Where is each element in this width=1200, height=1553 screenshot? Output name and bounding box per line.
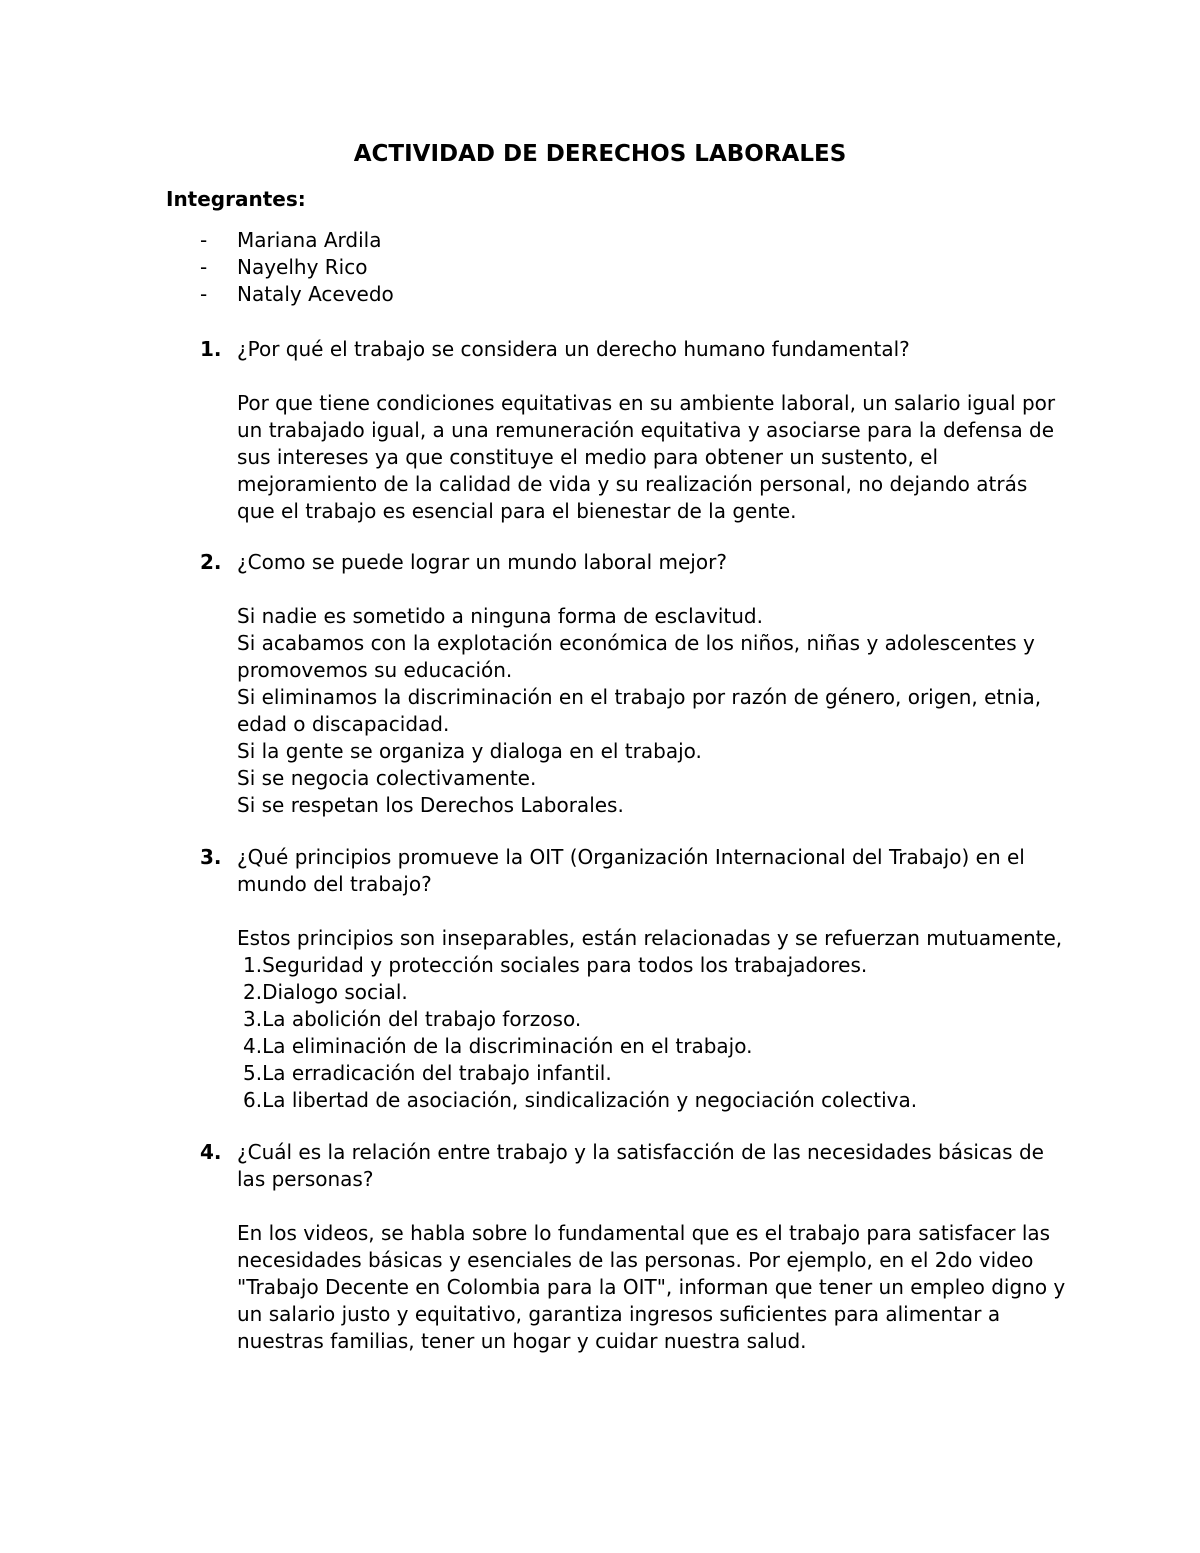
question-text: ¿Como se puede lograr un mundo laboral mejor? [237,550,727,574]
answer-line: Si acabamos con la explotación económica de los niños, niñas y adolescentes y promovemos su educación. [237,631,1035,682]
principle-item: 2.Dialogo social. [243,980,408,1004]
list-dash: - [200,255,208,279]
question-number: 1. [200,337,222,361]
principle-item: 5.La erradicación del trabajo infantil. [243,1061,612,1085]
question-number: 3. [200,845,222,869]
question-number: 2. [200,550,222,574]
question-text: ¿Cuál es la relación entre trabajo y la satisfacción de las necesidades básicas de las personas? [237,1140,1044,1191]
question-block-2 [200,549,1060,819]
answer-line: Si se negocia colectivamente. [237,766,537,790]
answer-text: En los videos, se habla sobre lo fundamental que es el trabajo para satisfacer las necesidades básicas y esenciales de las personas. Por ejemplo, en el 2do video "Trabajo Decente en Colombia para la OIT", informan que tener un empleo digno y un salario justo y equitativo, garantiza ingresos suficientes para alimentar a nuestras familias, tener un hogar y cuidar nuestra salud. [237,1221,1066,1353]
list-dash: - [200,282,208,306]
answer-line: Si nadie es sometido a ninguna forma de esclavitud. [237,604,763,628]
answer-text: Por que tiene condiciones equitativas en su ambiente laboral, un salario igual por un trabajado igual, a una remuneración equitativa y asociarse para la defensa de sus intereses ya que constituye el medio para obtener un sustento, el mejoramiento de la calidad de vida y su realización personal, no dejando atrás que el trabajo es esencial para el bienestar de la gente. [237,391,1056,523]
answer-list [237,603,1067,819]
question-block-4 [200,1139,1066,1355]
member-name: Mariana Ardila [237,228,382,252]
question-block-1 [200,336,1060,525]
document-title: ACTIVIDAD DE DERECHOS LABORALES [353,141,847,167]
answer-line: Si eliminamos la discriminación en el trabajo por razón de género, origen, etnia, edad o discapacidad. [237,685,1042,736]
question-block-3 [200,844,1063,1114]
member-name: Nayelhy Rico [237,255,368,279]
answer-line: Si la gente se organiza y dialoga en el trabajo. [237,739,702,763]
question-number: 4. [200,1140,222,1164]
member-name: Nataly Acevedo [237,282,394,306]
members-label: Integrantes: [166,187,306,211]
question-text: ¿Qué principios promueve la OIT (Organización Internacional del Trabajo) en el mundo del trabajo? [237,845,1025,896]
answer-line: Si se respetan los Derechos Laborales. [237,793,624,817]
principle-item: 1.Seguridad y protección sociales para todos los trabajadores. [243,953,868,977]
question-text: ¿Por qué el trabajo se considera un derecho humano fundamental? [237,337,910,361]
principle-item: 3.La abolición del trabajo forzoso. [243,1007,582,1031]
answer-list [237,925,1067,1114]
principle-item: 6.La libertad de asociación, sindicalización y negociación colectiva. [243,1088,918,1112]
answer-intro: Estos principios son inseparables, están relacionadas y se refuerzan mutuamente, [237,926,1063,950]
list-dash: - [200,228,208,252]
principle-item: 4.La eliminación de la discriminación en el trabajo. [243,1034,753,1058]
